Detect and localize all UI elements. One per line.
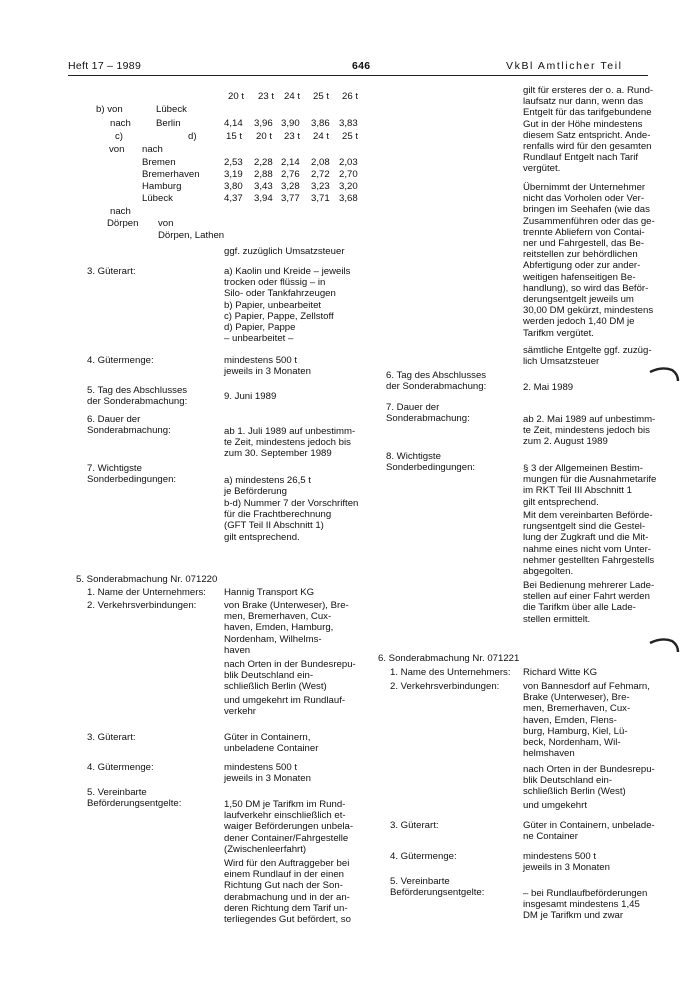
item-text: nach Orten in der Bundesrepu- blik Deutschland ein- schließlich Berlin (West) — [523, 764, 655, 798]
city: Lübeck — [142, 193, 173, 204]
item-text: Güter in Containern, unbelade- ne Container — [523, 820, 655, 843]
item-label: 4. Gütermenge: — [87, 355, 154, 366]
item-label: 3. Güterart: — [87, 266, 136, 277]
item-text: b-d) Nummer 7 der Vorschriften für die Frachtberechnung (GFT Teil II Abschnitt 1) gilt entsprechend. — [224, 498, 359, 543]
item-text: § 3 der Allgemeinen Bestim- mungen für die Ausnahmetarife im RKT Teil III Abschnitt 1 gilt entsprechend. — [523, 463, 657, 508]
cell: 3,68 — [339, 193, 358, 204]
item-label: 3. Güterart: — [390, 820, 439, 831]
page-number: 646 — [352, 60, 371, 72]
item-label: 4. Gütermenge: — [87, 762, 154, 773]
row-label: c) — [115, 131, 123, 142]
city: Hamburg — [142, 181, 182, 192]
item-text: ab 1. Juli 1989 auf unbestimm- te Zeit, mindestens jedoch bis zum 30. September 1989 — [224, 426, 356, 460]
row-label: Lübeck — [156, 104, 187, 115]
col-head: 20 t — [256, 131, 273, 142]
cell: 3,94 — [254, 193, 273, 204]
item-text: 2. Mai 1989 — [523, 382, 574, 393]
col-head: 24 t — [313, 131, 330, 142]
row-label: von — [158, 218, 174, 229]
cell: 2,70 — [339, 169, 358, 180]
header-rule — [68, 75, 648, 76]
row-label: Dörpen, Lathen — [158, 230, 225, 241]
cell: 2,88 — [254, 169, 273, 180]
item-text: und umgekehrt — [523, 800, 587, 811]
item-text: ab 2. Mai 1989 auf unbestimm- te Zeit, mindestens jedoch bis zum 2. August 1989 — [523, 414, 656, 448]
item-label: 7. Dauer der Sonderabmachung: — [386, 402, 470, 425]
row-label: b) von — [96, 104, 123, 115]
cell: 2,53 — [224, 157, 243, 168]
col-head: 26 t — [342, 91, 359, 102]
paragraph: gilt für ersteres der o. a. Rund- laufsatz nur dann, wenn das Entgelt für das tarifgebundene Gut in der Höhe mindestens diesem Satz entspricht. Ande- renfalls wird für den gesamten Rundlauf Entgelt nach Tarif vergütet. — [523, 85, 654, 175]
col-head: 24 t — [284, 91, 301, 102]
item-text: a) Kaolin und Kreide – jeweils trocken oder flüssig – in Silo- oder Tankfahrzeugen b) Papier, unbearbeitet c) Papier, Pappe, Zellstoff d) Papier, Pappe – unbearbeitet – — [224, 266, 351, 345]
cell: 3,28 — [281, 181, 300, 192]
cell: 3,20 — [339, 181, 358, 192]
cell: 3,71 — [311, 193, 330, 204]
cell: 3,19 — [224, 169, 243, 180]
cell: 4,37 — [224, 193, 243, 204]
cell: 3,77 — [281, 193, 300, 204]
row-label: nach — [110, 206, 131, 217]
row-label: nach — [142, 144, 163, 155]
paragraph: Übernimmt der Unternehmer nicht das Vorholen oder Ver- bringen im Seehafen (wie das Zusammenführen oder das ge- trennte Abliefern von Contai- ner und Fahrgestell, das Be- reitstellen zur behördlichen Abfertigung oder zur ander- weitigen hafenseitigen Be- handlung), so wird das Beför- derungsentgelt jeweils um 30,00 DM gekürzt, mindestens werden jedoch 1,40 DM je Tarifkm vergütet. — [523, 182, 655, 339]
item-text: – bei Rundlaufbeförderungen insgesamt mindestens 1,45 DM je Tarifkm und zwar — [523, 888, 648, 922]
item-label: 3. Güterart: — [87, 732, 136, 743]
item-text: Hannig Transport KG — [224, 587, 315, 598]
item-label: 5. Vereinbarte Beförderungsentgelte: — [87, 787, 182, 810]
item-text: 1,50 DM je Tarifkm im Rund- laufverkehr einschließlich et- waiger Beförderungen unbela- dener Container/Fahrgestelle (Zwischenleerfahrt) — [224, 799, 354, 855]
paragraph: sämtliche Entgelte ggf. zuzüg- lich Umsatzsteuer — [523, 345, 652, 368]
item-label: 8. Wichtigste Sonderbedingungen: — [386, 451, 476, 474]
cell: 4,14 — [224, 118, 243, 129]
margin-mark-icon — [648, 364, 680, 382]
item-text: von Bannesdorf auf Fehmarn, Brake (Unterweser), Bre- men, Bremerhaven, Cux- haven, Emden, Flens- burg, Hamburg, Kiel, Lü- beck, Nordenham, Wil- helmshaven — [523, 681, 650, 760]
cell: 3,86 — [311, 118, 330, 129]
section-title: 6. Sonderabmachung Nr. 071221 — [378, 653, 520, 664]
item-label: 4. Gütermenge: — [390, 851, 457, 862]
item-text: nach Orten in der Bundesrepu- blik Deutschland ein- schließlich Berlin (West) — [224, 659, 356, 693]
item-text: und umgekehrt im Rundlauf- verkehr — [224, 695, 346, 718]
item-text: Bei Bedienung mehrerer Lade- stellen auf einer Fahrt werden die Tarifkm über alle Lade- stellen ermittelt. — [523, 580, 655, 625]
item-label: 6. Tag des Abschlusses der Sonderabmachung: — [386, 370, 487, 393]
cell: 2,14 — [281, 157, 300, 168]
item-text: Richard Witte KG — [523, 667, 598, 678]
item-label: 2. Verkehrsverbindungen: — [87, 600, 197, 611]
col-head: 15 t — [226, 131, 243, 142]
section-title: 5. Sonderabmachung Nr. 071220 — [76, 574, 218, 585]
margin-mark-icon — [648, 635, 680, 653]
item-label: 1. Name der Unternehmers: — [87, 587, 206, 598]
col-head: 20 t — [228, 91, 245, 102]
issue-label: Heft 17 – 1989 — [68, 60, 142, 72]
cell: 3,83 — [339, 118, 358, 129]
item-text: Wird für den Auftraggeber bei einem Rundlauf in der einen Richtung Gut nach der Son- derabmachung und in der an- deren Richtung dem Tarif un- terliegendes Gut befördert, so — [224, 858, 351, 926]
item-label: 2. Verkehrsverbindungen: — [390, 681, 500, 692]
col-head: 23 t — [284, 131, 301, 142]
cell: 2,03 — [339, 157, 358, 168]
cell: 2,72 — [311, 169, 330, 180]
item-text: mindestens 500 t jeweils in 3 Monaten — [224, 762, 311, 785]
row-label: Dörpen — [107, 218, 139, 229]
col-head: 25 t — [342, 131, 359, 142]
item-text: a) mindestens 26,5 t je Beförderung — [224, 475, 311, 498]
item-label: 1. Name des Unternehmers: — [390, 667, 511, 678]
row-label: von — [109, 144, 125, 155]
cell: 3,90 — [281, 118, 300, 129]
cell: 2,76 — [281, 169, 300, 180]
cell: 3,23 — [311, 181, 330, 192]
item-label: 6. Dauer der Sonderabmachung: — [87, 414, 171, 437]
cell: 3,80 — [224, 181, 243, 192]
item-text: von Brake (Unterweser), Bre- men, Bremerhaven, Cux- haven, Emden, Hamburg, Nordenham, Wilhelms- haven — [224, 600, 349, 656]
tax-note: ggf. zuzüglich Umsatzsteuer — [224, 246, 345, 257]
item-label: 7. Wichtigste Sonderbedingungen: — [87, 463, 177, 486]
item-label: 5. Tag des Abschlusses der Sonderabmachung: — [87, 385, 188, 408]
cell: 3,43 — [254, 181, 273, 192]
cell: 2,28 — [254, 157, 273, 168]
col-head: 23 t — [258, 91, 275, 102]
row-label: nach — [110, 118, 131, 129]
col-head: 25 t — [313, 91, 330, 102]
row-label: Berlin — [156, 118, 181, 129]
item-text: Mit dem vereinbarten Beförde- rungsentgelt sind die Gestel- lung der Zugkraft und die Mit- nahme eines nicht vom Unter- nehmer gestellten Fahrgestells abgegolten. — [523, 510, 655, 578]
item-text: mindestens 500 t jeweils in 3 Monaten — [523, 851, 610, 874]
item-text: 9. Juni 1989 — [224, 391, 277, 402]
publication-title: VkBl Amtlicher Teil — [506, 60, 623, 72]
row-label: d) — [188, 131, 197, 142]
city: Bremen — [142, 157, 176, 168]
item-text: Güter in Containern, unbeladene Container — [224, 732, 319, 755]
item-text: mindestens 500 t jeweils in 3 Monaten — [224, 355, 311, 378]
cell: 2,08 — [311, 157, 330, 168]
city: Bremerhaven — [142, 169, 200, 180]
item-label: 5. Vereinbarte Beförderungsentgelte: — [390, 876, 485, 899]
cell: 3,96 — [254, 118, 273, 129]
